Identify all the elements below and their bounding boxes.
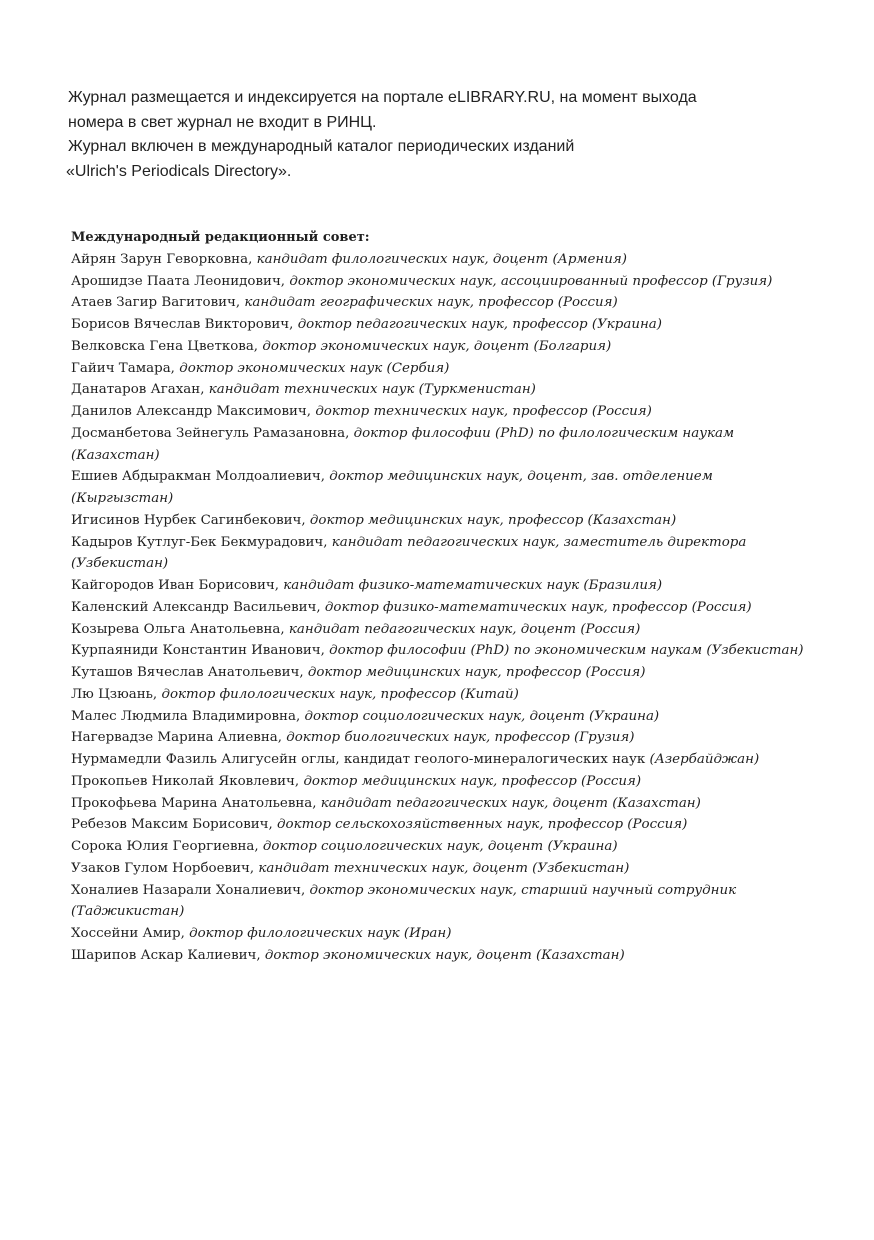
member-name: Малес Людмила Владимировна, bbox=[71, 708, 305, 724]
member-name: Игисинов Нурбек Сагинбекович, bbox=[71, 512, 310, 528]
member-name: Лю Цзюань, bbox=[71, 686, 162, 702]
board-member bbox=[71, 640, 811, 662]
board-member bbox=[71, 379, 811, 401]
member-name: Сорока Юлия Георгиевна, bbox=[71, 839, 263, 854]
board-member bbox=[71, 684, 811, 706]
member-name: Прокофьева Марина Анатольевна, bbox=[71, 795, 321, 811]
member-degree: доктор филологических наук, профессор (Китай) bbox=[161, 686, 519, 702]
member-degree: кандидат педагогических наук, доцент (Казахстан) bbox=[320, 795, 701, 811]
board-member bbox=[71, 510, 811, 532]
board-member bbox=[71, 793, 811, 815]
board-member bbox=[71, 880, 811, 924]
member-name: Ешиев Абдыракман Молдоалиевич, bbox=[71, 469, 330, 485]
member-name: Курпаяниди Константин Иванович, bbox=[71, 643, 330, 659]
member-name: Хоналиев Назарали Хоналиевич, bbox=[71, 882, 310, 898]
member-name: Кадыров Кутлуг-Бек Бекмурадович, bbox=[71, 534, 332, 550]
board-member bbox=[71, 466, 811, 510]
member-name: Борисов Вячеслав Викторович, bbox=[71, 317, 298, 332]
member-name: Атаев Загир Вагитович, bbox=[71, 295, 245, 311]
member-name: Гайич Тамара, bbox=[71, 360, 180, 376]
member-name: Досманбетова Зейнегуль Рамазановна, bbox=[71, 425, 354, 441]
member-degree: (Азербайджан) bbox=[649, 752, 760, 767]
member-name: Велковска Гена Цветкова, bbox=[71, 338, 263, 354]
member-degree: доктор физико-математических наук, профессор (Россия) bbox=[324, 599, 752, 615]
board-member bbox=[71, 358, 811, 380]
member-degree: доктор технических наук, профессор (Россия) bbox=[315, 404, 652, 419]
member-name: Ребезов Максим Борисович, bbox=[71, 817, 278, 833]
board-member bbox=[71, 706, 811, 728]
board-member bbox=[71, 836, 811, 858]
board-member bbox=[71, 814, 811, 836]
board-member bbox=[71, 314, 811, 336]
catalog-line-2: «Ulrich's Periodicals Directory». bbox=[66, 162, 292, 180]
member-degree: доктор экономических наук, доцент (Казахстан) bbox=[264, 947, 625, 963]
member-degree: доктор экономических наук, доцент (Болгария) bbox=[262, 338, 612, 354]
member-degree: кандидат филологических наук, доцент (Армения) bbox=[256, 251, 627, 267]
member-name: Кайгородов Иван Борисович, bbox=[71, 578, 284, 593]
member-degree: кандидат географических наук, профессор (Россия) bbox=[244, 295, 618, 311]
board-member bbox=[71, 292, 811, 314]
member-degree: доктор медицинских наук, профессор (Казахстан) bbox=[309, 512, 677, 528]
member-degree: кандидат физико-математических наук (Бразилия) bbox=[283, 578, 663, 593]
member-name: Хоссейни Амир, bbox=[71, 926, 190, 941]
member-degree: доктор медицинских наук, профессор (Россия) bbox=[307, 665, 646, 680]
member-degree: доктор педагогических наук, профессор (Украина) bbox=[297, 317, 662, 332]
member-degree: доктор социологических наук, доцент (Украина) bbox=[304, 708, 660, 724]
member-name: Данатаров Агахан, bbox=[71, 382, 209, 398]
member-degree: доктор философии (PhD) по филологическим наукам (Казахстан) bbox=[71, 425, 735, 463]
member-degree: доктор медицинских наук, профессор (Россия) bbox=[303, 773, 642, 789]
member-degree: доктор экономических наук, старший научный сотрудник (Таджикистан) bbox=[71, 882, 737, 920]
member-degree: доктор экономических наук, ассоциированный профессор (Грузия) bbox=[289, 273, 773, 289]
member-name: Шарипов Аскар Калиевич, bbox=[71, 947, 265, 963]
board-member bbox=[71, 401, 811, 423]
member-name: Куташов Вячеслав Анатольевич, bbox=[71, 665, 308, 680]
board-member bbox=[71, 575, 811, 597]
board-member bbox=[71, 532, 811, 576]
member-degree: доктор биологических наук, профессор (Грузия) bbox=[286, 730, 635, 746]
board-member bbox=[71, 249, 811, 271]
member-degree: доктор филологических наук (Иран) bbox=[189, 926, 452, 941]
member-degree: кандидат технических наук, доцент (Узбекистан) bbox=[258, 860, 630, 876]
catalog-line-1: Журнал включен в международный каталог периодических изданий bbox=[68, 138, 575, 155]
member-degree: кандидат технических наук (Туркменистан) bbox=[208, 382, 536, 398]
board-member bbox=[71, 423, 811, 467]
member-name: Узаков Гулом Норбоевич, bbox=[71, 860, 259, 876]
indexing-line-1: Журнал размещается и индексируется на портале eLIBRARY.RU, на момент выхода bbox=[68, 89, 697, 106]
member-degree: доктор социологических наук, доцент (Украина) bbox=[262, 839, 618, 854]
member-name: Нагервадзе Марина Алиевна, bbox=[71, 730, 287, 746]
member-degree: доктор философии (PhD) по экономическим наукам (Узбекистан) bbox=[329, 643, 804, 659]
member-degree: кандидат педагогических наук, заместитель директора (Узбекистан) bbox=[71, 534, 747, 572]
member-name: Нурмамедли Фазиль Алигусейн оглы, кандидат геолого-минералогических наук bbox=[71, 752, 650, 767]
board-member bbox=[71, 923, 811, 945]
member-degree: кандидат педагогических наук, доцент (Россия) bbox=[288, 621, 641, 637]
board-member bbox=[71, 749, 811, 771]
member-degree: доктор экономических наук (Сербия) bbox=[179, 360, 450, 376]
board-member bbox=[71, 945, 811, 967]
board-member bbox=[71, 336, 811, 358]
editorial-board-list bbox=[71, 249, 811, 967]
editorial-board-title: Международный редакционный совет: bbox=[71, 230, 370, 245]
board-member bbox=[71, 662, 811, 684]
indexing-line-2: номера в свет журнал не входит в РИНЦ. bbox=[68, 113, 377, 131]
board-member bbox=[71, 271, 811, 293]
indexing-notice bbox=[68, 86, 808, 184]
board-member bbox=[71, 619, 811, 641]
member-degree: доктор медицинских наук, доцент, зав. отделением (Кыргызстан) bbox=[71, 469, 713, 506]
board-member bbox=[71, 597, 811, 619]
member-name: Прокопьев Николай Яковлевич, bbox=[71, 773, 304, 789]
member-name: Каленский Александр Васильевич, bbox=[71, 599, 325, 615]
editorial-board bbox=[71, 227, 811, 967]
member-name: Арошидзе Паата Леонидович, bbox=[71, 273, 290, 289]
member-name: Айрян Зарун Геворковна, bbox=[71, 251, 257, 267]
board-member bbox=[71, 771, 811, 793]
board-member bbox=[71, 727, 811, 749]
member-name: Данилов Александр Максимович, bbox=[71, 404, 316, 419]
member-degree: доктор сельскохозяйственных наук, профессор (Россия) bbox=[277, 817, 688, 833]
board-member bbox=[71, 858, 811, 880]
member-name: Козырева Ольга Анатольевна, bbox=[71, 621, 289, 637]
